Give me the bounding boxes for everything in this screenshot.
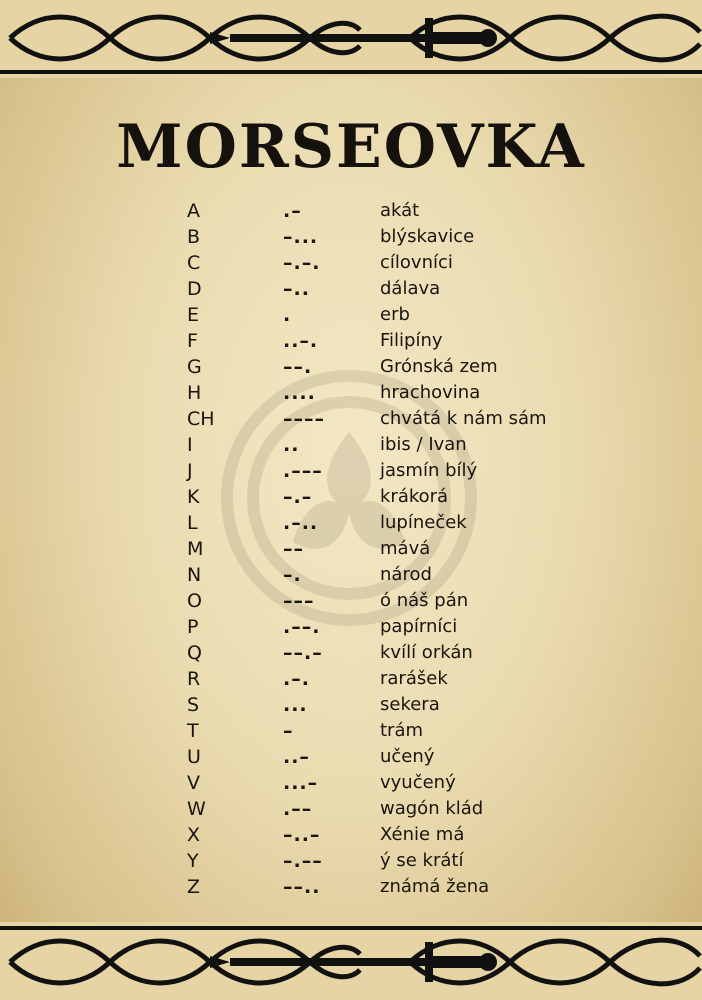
row-letter: H [187, 382, 202, 404]
row-mnemonic-word: akát [380, 200, 420, 221]
table-row [0, 744, 702, 770]
table-row [0, 354, 702, 380]
row-letter: I [187, 434, 193, 456]
table-row [0, 406, 702, 432]
row-mnemonic-word: vyučený [380, 772, 456, 793]
row-morse-code: –. [283, 564, 302, 586]
row-letter: P [187, 616, 199, 638]
table-row [0, 588, 702, 614]
row-letter: CH [187, 408, 215, 430]
row-morse-code: .––. [283, 616, 321, 638]
row-letter: S [187, 694, 200, 716]
row-letter: G [187, 356, 202, 378]
row-mnemonic-word: mává [380, 538, 431, 559]
row-letter: W [187, 798, 206, 820]
row-letter: Y [187, 850, 199, 872]
row-letter: O [187, 590, 202, 612]
row-letter: K [187, 486, 200, 508]
table-row [0, 328, 702, 354]
table-row [0, 484, 702, 510]
row-morse-code: ––. [283, 356, 313, 378]
row-mnemonic-word: trám [380, 720, 424, 741]
table-row [0, 796, 702, 822]
row-morse-code: –.–– [283, 850, 323, 872]
row-mnemonic-word: národ [380, 564, 432, 585]
row-morse-code: –.– [283, 486, 313, 508]
row-letter: M [187, 538, 204, 560]
row-mnemonic-word: ý se krátí [380, 850, 464, 871]
table-row [0, 510, 702, 536]
table-row [0, 640, 702, 666]
row-mnemonic-word: blýskavice [380, 226, 475, 247]
row-morse-code: ..–. [283, 330, 319, 352]
table-row [0, 614, 702, 640]
table-row [0, 536, 702, 562]
table-row [0, 250, 702, 276]
row-morse-code: ––.. [283, 876, 321, 898]
row-letter: X [187, 824, 201, 846]
row-morse-code: –.. [283, 278, 310, 300]
row-mnemonic-word: Xénie má [380, 824, 465, 845]
celtic-knot-sword-icon [0, 0, 702, 78]
row-mnemonic-word: lupíneček [380, 512, 467, 533]
row-mnemonic-word: krákorá [380, 486, 449, 507]
row-mnemonic-word: rarášek [380, 668, 448, 689]
row-letter: E [187, 304, 200, 326]
row-mnemonic-word: jasmín bílý [380, 460, 478, 481]
row-letter: T [187, 720, 199, 742]
row-letter: U [187, 746, 201, 768]
row-morse-code: –.–. [283, 252, 321, 274]
row-mnemonic-word: ibis / Ivan [380, 434, 467, 455]
row-morse-code: –... [283, 226, 319, 248]
row-mnemonic-word: cílovníci [380, 252, 453, 273]
row-mnemonic-word: wagón klád [380, 798, 484, 819]
table-row [0, 224, 702, 250]
row-morse-code: –..– [283, 824, 321, 846]
page-title: MORSEOVKA [116, 112, 586, 182]
row-morse-code: .... [283, 382, 316, 404]
row-morse-code: ––.– [283, 642, 323, 664]
celtic-knot-sword-icon [0, 922, 702, 1000]
row-morse-code: . [283, 304, 292, 326]
table-row [0, 302, 702, 328]
table-row [0, 848, 702, 874]
table-row [0, 770, 702, 796]
row-morse-code: .–. [283, 668, 310, 690]
row-letter: Z [187, 876, 201, 898]
row-mnemonic-word: známá žena [380, 876, 490, 897]
row-letter: F [187, 330, 198, 352]
row-mnemonic-word: Grónská zem [380, 356, 498, 377]
table-row [0, 718, 702, 744]
row-morse-code: –––– [283, 408, 325, 430]
row-mnemonic-word: ó náš pán [380, 590, 469, 611]
row-morse-code: .– [283, 200, 302, 222]
table-row [0, 276, 702, 302]
row-morse-code: .. [283, 434, 300, 456]
row-morse-code: –– [283, 538, 304, 560]
row-morse-code: – [283, 720, 294, 742]
table-row [0, 562, 702, 588]
row-mnemonic-word: sekera [380, 694, 440, 715]
table-row [0, 874, 702, 900]
row-mnemonic-word: učený [380, 746, 435, 767]
row-morse-code: ––– [283, 590, 315, 612]
row-morse-code: .–– [283, 798, 313, 820]
table-row [0, 666, 702, 692]
bottom-ornamental-border [0, 922, 702, 1000]
row-letter: Q [187, 642, 202, 664]
table-row [0, 692, 702, 718]
row-morse-code: ...– [283, 772, 319, 794]
row-letter: L [187, 512, 198, 534]
table-row [0, 198, 702, 224]
row-letter: B [187, 226, 201, 248]
morse-code-table [0, 198, 702, 900]
row-mnemonic-word: kvílí orkán [380, 642, 473, 663]
row-letter: R [187, 668, 201, 690]
row-letter: A [187, 200, 200, 222]
table-row [0, 822, 702, 848]
top-ornamental-border [0, 0, 702, 78]
row-letter: C [187, 252, 201, 274]
row-letter: J [187, 460, 193, 482]
row-morse-code: .–.. [283, 512, 319, 534]
row-mnemonic-word: papírníci [380, 616, 458, 637]
row-letter: V [187, 772, 200, 794]
table-row [0, 380, 702, 406]
row-morse-code: ... [283, 694, 308, 716]
table-row [0, 458, 702, 484]
row-mnemonic-word: dálava [380, 278, 441, 299]
row-letter: D [187, 278, 202, 300]
row-morse-code: .––– [283, 460, 323, 482]
row-mnemonic-word: erb [380, 304, 410, 325]
row-morse-code: ..– [283, 746, 310, 768]
row-mnemonic-word: hrachovina [380, 382, 481, 403]
table-row [0, 432, 702, 458]
row-mnemonic-word: chvátá k nám sám [380, 408, 547, 429]
row-letter: N [187, 564, 202, 586]
row-mnemonic-word: Filipíny [380, 330, 443, 351]
